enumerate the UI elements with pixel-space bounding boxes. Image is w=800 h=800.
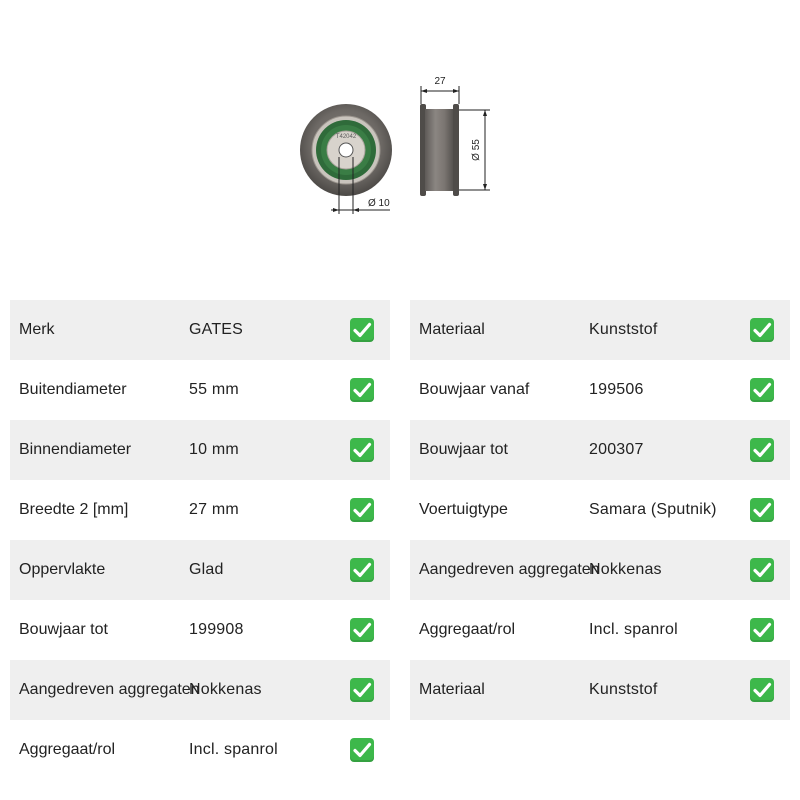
spec-label: Voertuigtype	[419, 501, 508, 518]
check-mark-icon	[750, 678, 774, 702]
spec-row	[10, 720, 390, 780]
spec-row	[410, 420, 790, 480]
spec-row	[10, 420, 390, 480]
spec-label: Materiaal	[419, 681, 485, 698]
part-marking: T42042	[335, 134, 357, 140]
spec-value: 55 mm	[189, 381, 239, 398]
check-mark-icon	[750, 318, 774, 342]
spec-row	[10, 360, 390, 420]
spec-value: Kunststof	[589, 681, 658, 698]
spec-row	[10, 540, 390, 600]
spec-label: Buitendiameter	[19, 381, 127, 398]
check-mark-icon	[750, 438, 774, 462]
check-mark-icon	[750, 378, 774, 402]
spec-value: Incl. spanrol	[189, 741, 278, 758]
spec-value: Incl. spanrol	[589, 621, 678, 638]
spec-row	[410, 660, 790, 720]
spec-table-left	[10, 300, 390, 780]
check-mark-icon	[750, 618, 774, 642]
outer-diameter-label: Ø 55	[471, 139, 482, 161]
pulley-side-view	[420, 104, 459, 196]
spec-value: 10 mm	[189, 441, 239, 458]
spec-row	[10, 660, 390, 720]
spec-value: Samara (Sputnik)	[589, 501, 717, 518]
spec-value: Nokkenas	[189, 681, 262, 698]
spec-row	[410, 480, 790, 540]
spec-label: Breedte 2 [mm]	[19, 501, 129, 518]
spec-label: Bouwjaar tot	[419, 441, 508, 458]
pulley-front-view	[300, 104, 392, 196]
spec-row	[410, 360, 790, 420]
check-mark-icon	[350, 738, 374, 762]
spec-value: 199506	[589, 381, 644, 398]
check-mark-icon	[350, 618, 374, 642]
spec-label: Aggregaat/rol	[419, 621, 516, 638]
spec-row	[410, 540, 790, 600]
product-drawing	[0, 0, 800, 260]
check-mark-icon	[350, 678, 374, 702]
inner-diameter-label: Ø 10	[368, 198, 390, 209]
spec-label: Bouwjaar vanaf	[419, 381, 530, 398]
spec-label: Aggregaat/rol	[19, 741, 116, 758]
check-mark-icon	[350, 498, 374, 522]
spec-label: Oppervlakte	[19, 561, 106, 578]
spec-row	[410, 600, 790, 660]
spec-label: Materiaal	[419, 321, 485, 338]
spec-value: Nokkenas	[589, 561, 662, 578]
check-mark-icon	[350, 318, 374, 342]
spec-value: GATES	[189, 321, 244, 338]
check-mark-icon	[350, 438, 374, 462]
width-dimension	[421, 86, 459, 104]
spec-row	[10, 480, 390, 540]
spec-label: Binnendiameter	[19, 441, 132, 458]
spec-row	[10, 600, 390, 660]
spec-row	[10, 300, 390, 360]
spec-value: Kunststof	[589, 321, 658, 338]
check-mark-icon	[350, 378, 374, 402]
spec-value: 199908	[189, 621, 244, 638]
width-label: 27	[434, 76, 446, 87]
check-mark-icon	[350, 558, 374, 582]
spec-label: Aangedreven aggregaten	[19, 681, 200, 698]
check-mark-icon	[750, 498, 774, 522]
spec-label: Merk	[19, 321, 55, 338]
spec-value: 200307	[589, 441, 644, 458]
spec-label: Bouwjaar tot	[19, 621, 108, 638]
spec-row	[410, 300, 790, 360]
spec-value: 27 mm	[189, 501, 239, 518]
spec-value: Glad	[189, 561, 224, 578]
spec-label: Aangedreven aggregaten	[419, 561, 600, 578]
check-mark-icon	[750, 558, 774, 582]
spec-table-right	[410, 300, 790, 720]
